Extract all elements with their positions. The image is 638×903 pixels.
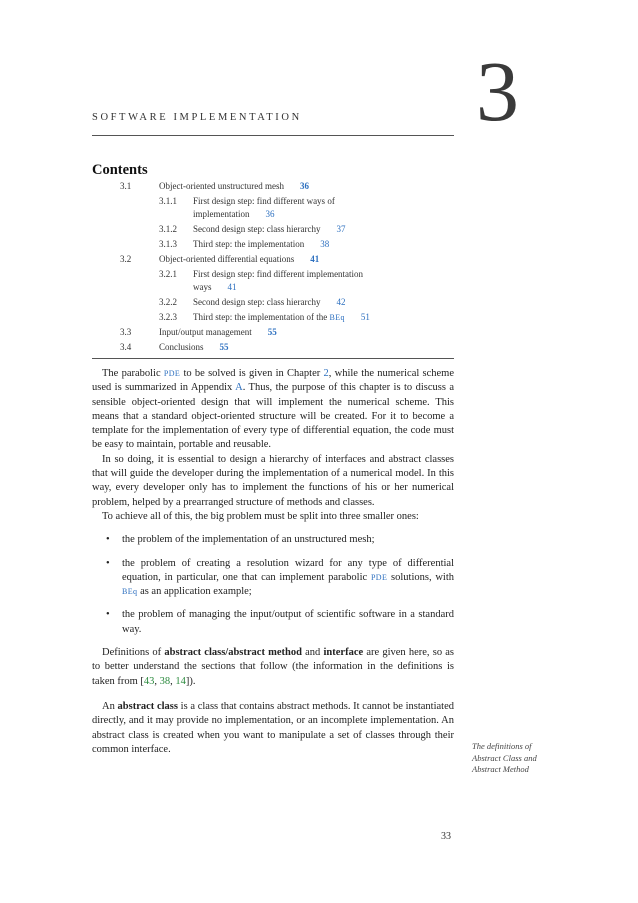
list-item: • the problem of managing the input/output of scientific software in a standard way. xyxy=(122,608,454,637)
abbr-link[interactable]: PDE xyxy=(370,572,388,582)
toc-entry-3-2-1[interactable] xyxy=(92,268,454,296)
chapter-number: 3 xyxy=(476,43,519,139)
paragraph-3: To achieve all of this, the big problem must be split into three smaller ones: xyxy=(102,510,419,522)
toc-text: Third step: the implementation xyxy=(193,239,305,249)
paragraph-5 xyxy=(92,700,454,757)
body-text xyxy=(92,367,454,757)
toc-entry-3-4[interactable] xyxy=(92,341,454,356)
toc-page: 55 xyxy=(219,342,229,352)
text-run: An xyxy=(102,700,118,712)
text-run: The parabolic xyxy=(102,368,164,379)
paragraph-4 xyxy=(92,646,454,689)
chapter-ref-link[interactable]: 2 xyxy=(323,368,329,379)
list-item: • the problem of the implementation of an unstructured mesh; xyxy=(122,533,454,547)
abbr-link[interactable]: BEq xyxy=(122,587,138,597)
abbr-link[interactable]: PDE xyxy=(163,369,181,378)
toc-entry-3-2-2[interactable] xyxy=(92,296,454,311)
toc-text: Second design step: class hierarchy xyxy=(193,224,321,234)
paragraph-2: In so doing, it is essential to design a hierarchy of interfaces and abstract classes that will guide the developer during the implementation of a numerical model. In this way, every developer only has to implement the functions of his or her numerical problem, helped by a prearranged structure of methods and classes. xyxy=(92,453,454,508)
toc-page: 36 xyxy=(265,209,275,219)
toc-page: 51 xyxy=(360,312,370,322)
bold-term: interface xyxy=(323,647,364,659)
paragraph-1 xyxy=(92,367,454,453)
toc-number: 3.1.2 xyxy=(159,224,177,234)
toc-text: First design step: find different ways of implementation xyxy=(193,196,335,219)
contents-bottom-rule xyxy=(92,358,454,359)
page-number: 33 xyxy=(441,831,451,842)
toc-entry-3-3[interactable] xyxy=(92,326,454,341)
toc-page: 38 xyxy=(320,239,330,249)
toc-entry-3-1-3[interactable] xyxy=(92,238,454,253)
appendix-ref-link[interactable]: A xyxy=(235,382,243,394)
toc-number: 3.2.2 xyxy=(159,297,177,307)
toc-text: Object-oriented unstructured mesh xyxy=(159,181,284,191)
toc-text: Conclusions xyxy=(159,342,204,352)
citation-link[interactable]: 43 xyxy=(143,675,155,687)
text-run: Definitions of xyxy=(102,647,165,659)
toc-page: 36 xyxy=(299,181,309,191)
toc-entry-3-1-1[interactable] xyxy=(92,195,454,223)
problem-list xyxy=(92,533,454,637)
text-run: is a class that contains abstract methods. It cannot be instantiated directly, and it may provide no implementation, or an incomplete implementation. An abstract class is created when you want to manipulate a set of classes through their common interface. xyxy=(92,700,454,755)
toc-page: 41 xyxy=(310,254,320,264)
top-rule xyxy=(92,135,454,136)
toc-number: 3.4 xyxy=(120,342,132,352)
toc-entry-3-1[interactable] xyxy=(92,180,454,195)
toc-text: Object-oriented differential equations xyxy=(159,254,295,264)
contents-heading: Contents xyxy=(92,162,148,178)
text-run: as an application example; xyxy=(137,586,252,598)
text-run: to be solved is given in Chapter xyxy=(180,368,324,379)
paragraph-gap xyxy=(92,689,454,700)
toc-text: First design step: find different implementation ways xyxy=(193,269,364,292)
toc-number: 3.1.1 xyxy=(159,196,177,206)
toc-number: 3.2 xyxy=(120,254,132,264)
toc-number: 3.2.3 xyxy=(159,312,177,322)
margin-note: The definitions of Abstract Class and Abstract Method xyxy=(472,741,537,774)
toc-text: Third step: the implementation of the xyxy=(193,312,328,322)
toc-number: 3.2.1 xyxy=(159,269,177,279)
toc-text: Second design step: class hierarchy xyxy=(193,297,321,307)
text-run: , xyxy=(154,675,160,687)
list-item xyxy=(122,557,454,600)
citation-link[interactable]: 14 xyxy=(175,675,186,687)
toc-entry-3-2-3[interactable] xyxy=(92,311,454,326)
toc-page: 42 xyxy=(336,297,346,307)
toc-number: 3.3 xyxy=(120,327,132,337)
text-run: solutions, with xyxy=(387,571,455,583)
text-run: , while the numerical scheme used is summarized in Appendix xyxy=(92,368,455,394)
bold-term: abstract class/abstract method xyxy=(164,647,302,659)
text-run: the problem of creating a resolution wizard for any type of differential equation, in particular, one that can implement parabolic xyxy=(122,557,454,583)
text-run: . Thus, the purpose of this chapter is to discuss a sensible object-oriented design that will implement the numerical scheme. This means that a standard object-oriented structure will be created. For it to become a template for the implementation of every type of differential equation, the code must be easy to maintain, portable and reusable. xyxy=(92,382,454,451)
toc-entry-3-1-2[interactable] xyxy=(92,223,454,238)
toc-page: 55 xyxy=(267,327,277,337)
toc-number: 3.1.3 xyxy=(159,239,177,249)
bold-term: abstract class xyxy=(117,700,178,712)
text-run: ]). xyxy=(185,675,196,687)
toc-number: 3.1 xyxy=(120,181,132,191)
text-run: are given here, so as to better understand the sections that follow (the information in the definitions is taken from [ xyxy=(92,647,454,687)
chapter-title: SOFTWARE IMPLEMENTATION xyxy=(92,112,302,123)
text-run: and xyxy=(301,647,324,659)
table-of-contents xyxy=(92,180,454,356)
toc-page: 41 xyxy=(227,282,237,292)
citation-link[interactable]: 38 xyxy=(159,675,171,687)
text-run: , xyxy=(170,675,176,687)
toc-abbr: BEq xyxy=(329,313,345,322)
toc-text: Input/output management xyxy=(159,327,252,337)
toc-page: 37 xyxy=(336,224,346,234)
toc-entry-3-2[interactable] xyxy=(92,253,454,268)
